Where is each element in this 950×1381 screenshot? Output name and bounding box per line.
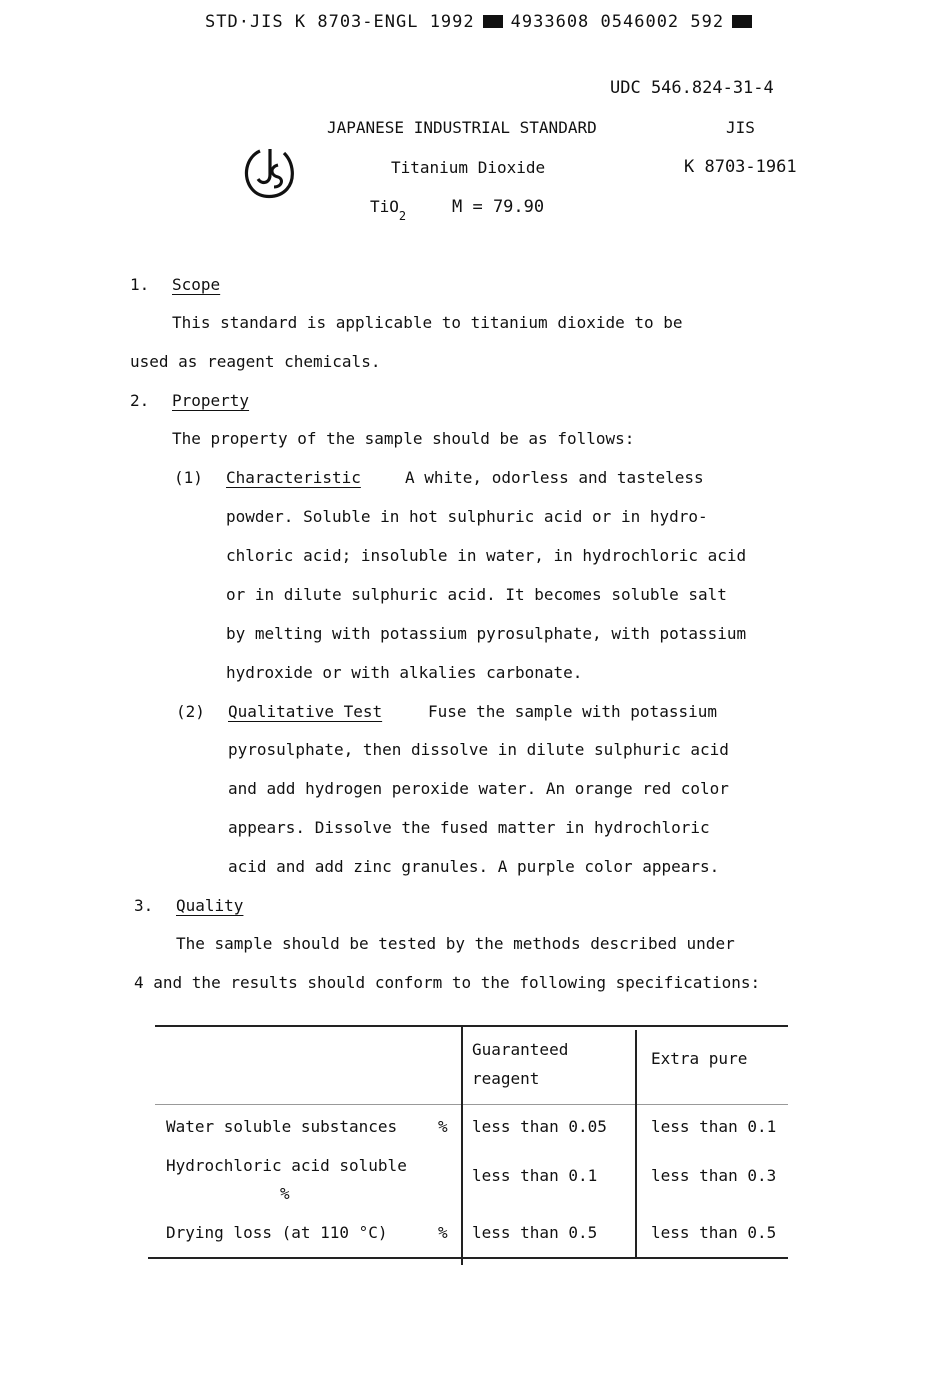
row-value-extra: less than 0.3 (651, 1166, 777, 1185)
column-header-guaranteed: reagent (472, 1069, 540, 1088)
section-number-quality: 3. (134, 896, 154, 915)
item-number-characteristic: (1) (174, 468, 203, 487)
udc-number: UDC 546.824-31-4 (610, 78, 774, 98)
quality-text-line: The sample should be tested by the methods described under (176, 934, 735, 953)
document-code-line (205, 12, 760, 32)
table-top-rule (155, 1025, 788, 1027)
table-column-divider (635, 1030, 637, 1258)
characteristic-text-line: hydroxide or with alkalies carbonate. (226, 663, 583, 682)
jis-label: JIS (726, 118, 755, 137)
chemical-formula (370, 197, 407, 223)
standard-title: Titanium Dioxide (391, 158, 546, 177)
table-bottom-rule (148, 1257, 788, 1259)
section-number-scope: 1. (130, 275, 150, 294)
item-heading-qualitative: Qualitative Test (228, 702, 383, 721)
scope-text-line: used as reagent chemicals. (130, 352, 381, 371)
section-heading-quality: Quality (176, 896, 244, 915)
characteristic-text-line: by melting with potassium pyrosulphate, with potassium (226, 624, 747, 643)
qualitative-text-line: and add hydrogen peroxide water. An orange red color (228, 779, 729, 798)
characteristic-text-line: A white, odorless and tasteless (405, 468, 704, 487)
jis-logo-icon (240, 143, 298, 201)
standard-number: K 8703-1961 (684, 157, 797, 177)
redaction-block (732, 15, 752, 28)
row-unit: % (280, 1184, 290, 1203)
item-heading-characteristic: Characteristic (226, 468, 361, 487)
row-value-extra: less than 0.5 (651, 1223, 777, 1242)
document-code-mid: 4933608 0546002 592 (510, 12, 725, 32)
row-value-extra: less than 0.1 (651, 1117, 777, 1136)
qualitative-text-line: acid and add zinc granules. A purple color appears. (228, 857, 720, 876)
table-header-rule (155, 1104, 788, 1105)
section-heading-property: Property (172, 391, 250, 410)
item-number-qualitative: (2) (176, 702, 205, 721)
characteristic-text-line: or in dilute sulphuric acid. It becomes soluble salt (226, 585, 727, 604)
scope-text-line: This standard is applicable to titanium dioxide to be (172, 313, 683, 332)
row-value-guaranteed: less than 0.05 (472, 1117, 607, 1136)
qualitative-text-line: Fuse the sample with potassium (428, 702, 717, 721)
quality-text-line: 4 and the results should conform to the following specifications: (134, 973, 761, 992)
characteristic-text-line: powder. Soluble in hot sulphuric acid or in hydro- (226, 507, 708, 526)
characteristic-text-line: chloric acid; insoluble in water, in hydrochloric acid (226, 546, 747, 565)
section-heading-scope: Scope (172, 275, 221, 294)
row-item-label: Drying loss (at 110 °C) (166, 1223, 388, 1242)
qualitative-text-line: appears. Dissolve the fused matter in hydrochloric (228, 818, 710, 837)
formula-subscript: 2 (398, 209, 407, 223)
formula-main: TiO (370, 197, 399, 216)
column-header-guaranteed: Guaranteed (472, 1040, 569, 1059)
row-item-label: Water soluble substances (166, 1117, 398, 1136)
column-header-extra-pure: Extra pure (651, 1049, 748, 1068)
property-intro: The property of the sample should be as follows: (172, 429, 635, 448)
org-name: JAPANESE INDUSTRIAL STANDARD (327, 118, 597, 137)
row-item-label: Hydrochloric acid soluble (166, 1156, 407, 1175)
redaction-block (483, 15, 503, 28)
row-value-guaranteed: less than 0.1 (472, 1166, 598, 1185)
qualitative-text-line: pyrosulphate, then dissolve in dilute sulphuric acid (228, 740, 729, 759)
row-unit: % (438, 1117, 448, 1136)
table-column-divider (461, 1025, 463, 1265)
section-number-property: 2. (130, 391, 150, 410)
document-code-left: STD·JIS K 8703-ENGL 1992 (205, 12, 475, 32)
molecular-mass: M = 79.90 (452, 197, 545, 217)
row-value-guaranteed: less than 0.5 (472, 1223, 598, 1242)
row-unit: % (438, 1223, 448, 1242)
